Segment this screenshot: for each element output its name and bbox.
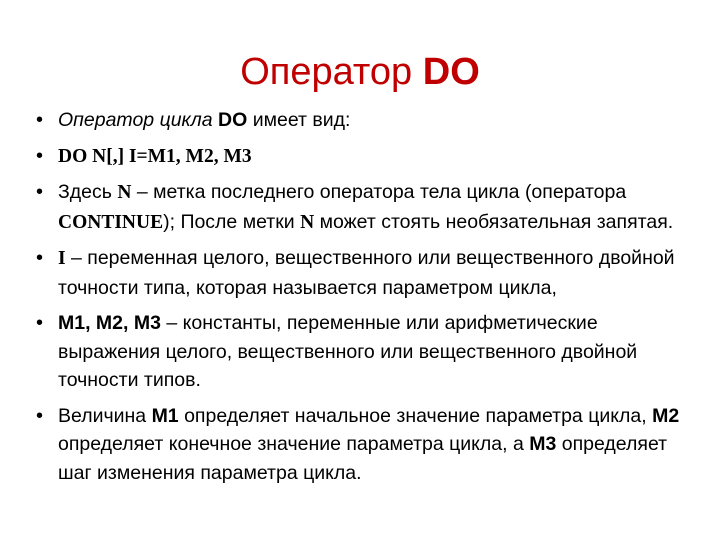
bullet-item bbox=[36, 178, 686, 237]
bullet-text-run: – метка последнего оператора тела цикла (оператора bbox=[131, 181, 627, 203]
bullet-text-run: – константы, переменные или арифметические выражения целого, вещественного или вещественного двойной точности типов. bbox=[58, 312, 638, 391]
bullet-dot-icon: • bbox=[36, 144, 44, 167]
title-keyword: DO bbox=[422, 51, 480, 93]
bullet-text-run: I bbox=[58, 248, 66, 269]
bullet-dot-icon: • bbox=[36, 312, 44, 334]
bullet-text-run: CONTINUE bbox=[58, 211, 164, 233]
bullet-text-run: – переменная целого, вещественного или вещественного двойной точности типа, которая называется параметром цикла, bbox=[58, 247, 675, 299]
bullet-text-run: определяет шаг изменения параметра цикла. bbox=[58, 433, 668, 484]
slide-title bbox=[0, 46, 720, 98]
bullet-dot-icon: • bbox=[36, 181, 44, 203]
title-prefix: Оператор bbox=[240, 51, 423, 93]
bullet-text-run: Оператор цикла bbox=[58, 109, 219, 131]
bullet-text-run: DO N[,] I=M1, M2, M3 bbox=[58, 145, 252, 167]
bullet-text-run: DO bbox=[218, 109, 248, 131]
bullet-text-run: Величина bbox=[58, 404, 152, 427]
bullet-item bbox=[36, 402, 686, 488]
bullet-text-run: N bbox=[300, 211, 315, 233]
bullet-text-run: может стоять необязательная запятая. bbox=[314, 210, 674, 233]
bullet-text-run: N bbox=[117, 182, 132, 203]
bullet-dot-icon: • bbox=[36, 247, 44, 269]
bullet-dot-icon: • bbox=[36, 109, 44, 131]
bullet-text-run: M2 bbox=[652, 404, 680, 427]
bullet-item bbox=[36, 106, 686, 135]
bullet-text-run: определяет начальное значение параметра цикла, bbox=[178, 404, 653, 427]
bullet-text-run: M1 bbox=[151, 404, 179, 427]
bullet-text-run: определяет конечное значение параметра цикла, а bbox=[58, 433, 530, 455]
bullet-text-run: имеет вид: bbox=[247, 109, 351, 131]
bullet-item bbox=[36, 244, 686, 302]
bullet-item bbox=[36, 142, 686, 172]
bullet-text-run: ); После метки bbox=[163, 210, 301, 233]
bullet-dot-icon: • bbox=[36, 404, 44, 427]
bullet-text-run: Здесь bbox=[58, 181, 118, 203]
bullet-list bbox=[36, 106, 686, 494]
bullet-text-run: M1, M2, M3 bbox=[58, 312, 161, 334]
bullet-text-run: M3 bbox=[529, 433, 557, 455]
bullet-item bbox=[36, 309, 686, 395]
